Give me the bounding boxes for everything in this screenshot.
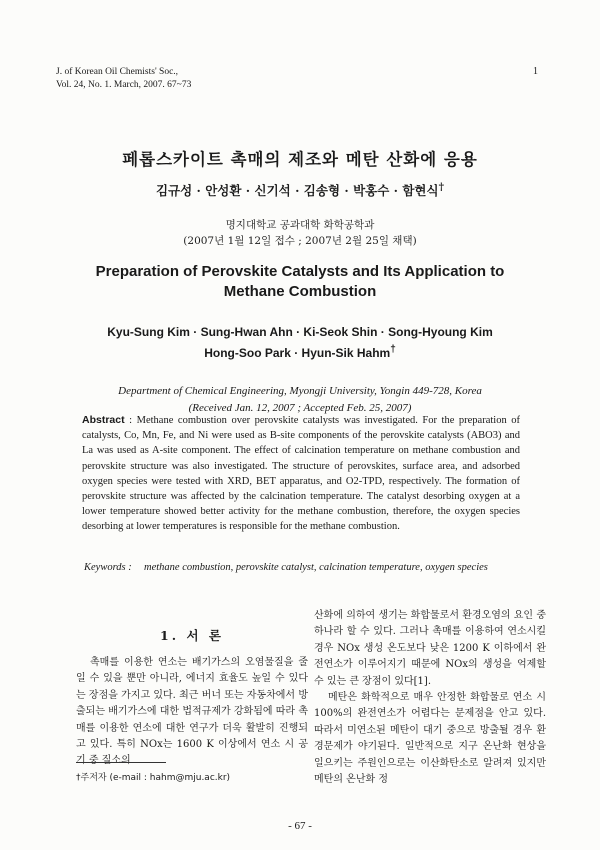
corresponding-mark: † xyxy=(438,181,445,193)
section-heading: 1. 서 론 xyxy=(160,628,224,643)
english-affiliation-name: Department of Chemical Engineering, Myongji University, Yongin 449-728, Korea xyxy=(118,385,482,397)
footnote: †주저자 (e-mail : hahm@mju.ac.kr) xyxy=(76,773,231,783)
english-authors-line2: Hong-Soo Park · Hyun-Sik Hahm xyxy=(204,346,391,360)
footer-page-number: - 67 - xyxy=(288,820,312,832)
abstract xyxy=(82,413,520,535)
english-title xyxy=(0,262,600,302)
korean-author-list: 김규성 · 안성환 · 신기석 · 김송형 · 박홍수 · 함현식 xyxy=(155,183,439,199)
english-dates: (Received Jan. 12, 2007 ; Accepted Feb. 25, 2007) xyxy=(188,402,412,414)
english-affiliation xyxy=(0,383,600,417)
page-number: 1 xyxy=(533,66,538,77)
body-paragraph: 메탄은 화학적으로 매우 안정한 화합물로 연소 시 100%의 완전연소가 어렵다는 문제점을 안고 있다. 따라서 미연소된 메탄이 대기 중으로 방출될 경우 환경문제가 야기된다. 일반적으로 지구 온난화 현상을 일으키는 주원인으로는 이산화탄소로 알려져 있지만 메탄의 온난화 정 xyxy=(314,692,546,786)
english-authors-line1: Kyu-Sung Kim · Sung-Hwan Ahn · Ki-Seok Shin · Song-Hyoung Kim xyxy=(107,325,493,339)
body-paragraph: 산화에 의하여 생기는 화합물로서 환경오염의 요인 중 하나라 할 수 있다. 그러나 촉매를 이용하여 연소시킬 경우 NOx 생성 온도보다 낮은 1200 K 이하에서 완전연소가 이루어지기 때문에 NOx의 생성을 억제할 수 있는 큰 장점이 있다[1]. xyxy=(314,610,546,687)
korean-dates: (2007년 1월 12일 접수 ; 2007년 2월 25일 채택) xyxy=(183,235,417,247)
journal-citation xyxy=(56,66,191,92)
body-right-column xyxy=(314,608,546,788)
korean-affiliation xyxy=(0,217,600,249)
korean-affiliation-name: 명지대학교 공과대학 화학공학과 xyxy=(225,219,375,231)
korean-title: 페롭스카이트 촉매의 제조와 메탄 산화에 응용 xyxy=(122,150,478,169)
abstract-label: Abstract xyxy=(82,414,125,426)
keywords-text: methane combustion, perovskite catalyst, calcination temperature, oxygen species xyxy=(144,562,488,573)
journal-volume: Vol. 24, No. 1. March, 2007. 67~73 xyxy=(56,80,192,90)
journal-name: J. of Korean Oil Chemists' Soc., xyxy=(56,67,179,77)
abstract-text: Methane combustion over perovskite catalysts was investigated. For the preparation of catalysts, Co, Mn, Fe, and Ni were used as B-site components of the perovskite catalysts (ABO3) and La was used as A-site component. The effect of calcination temperature on methane combustion and perovskite structure was also investigated. The structure of perovskites, surface area, and adsorbed oxygen species were tested with XRD, BET apparatus, and O2-TPD, respectively. The formation of perovskite structure was affected by the calcination temperature. The catalyst desorbing oxygen at a lower temperature showed better activity for the methane combustion, therefore, the oxygen species desorbing at lower temperatures is responsible for the methane combustion. xyxy=(82,415,520,533)
body-left-column: 촉매를 이용한 연소는 배기가스의 오염물질을 줄일 수 있을 뿐만 아니라, 에너지 효율도 높일 수 있다는 장점을 가지고 있다. 최근 버너 또는 자동차에서 방출되는 배기가스에 대한 법적규제가 강화됨에 따라 촉매를 이용한 연소에 대한 연구가 더욱 활발히 진행되고 있다. 특히 NOx는 1600 K 이상에서 연소 시 공기 중 질소의 xyxy=(76,657,308,767)
english-corresponding-mark: † xyxy=(390,344,396,355)
english-title-line2: Methane Combustion xyxy=(223,283,377,300)
english-authors xyxy=(0,323,600,362)
keywords-label: Keywords : xyxy=(84,562,132,573)
english-title-line1: Preparation of Perovskite Catalysts and Its Application to xyxy=(95,263,505,280)
abstract-separator: : xyxy=(124,415,137,426)
korean-authors xyxy=(0,181,600,199)
keywords xyxy=(84,560,524,575)
footnote-rule xyxy=(76,762,166,763)
